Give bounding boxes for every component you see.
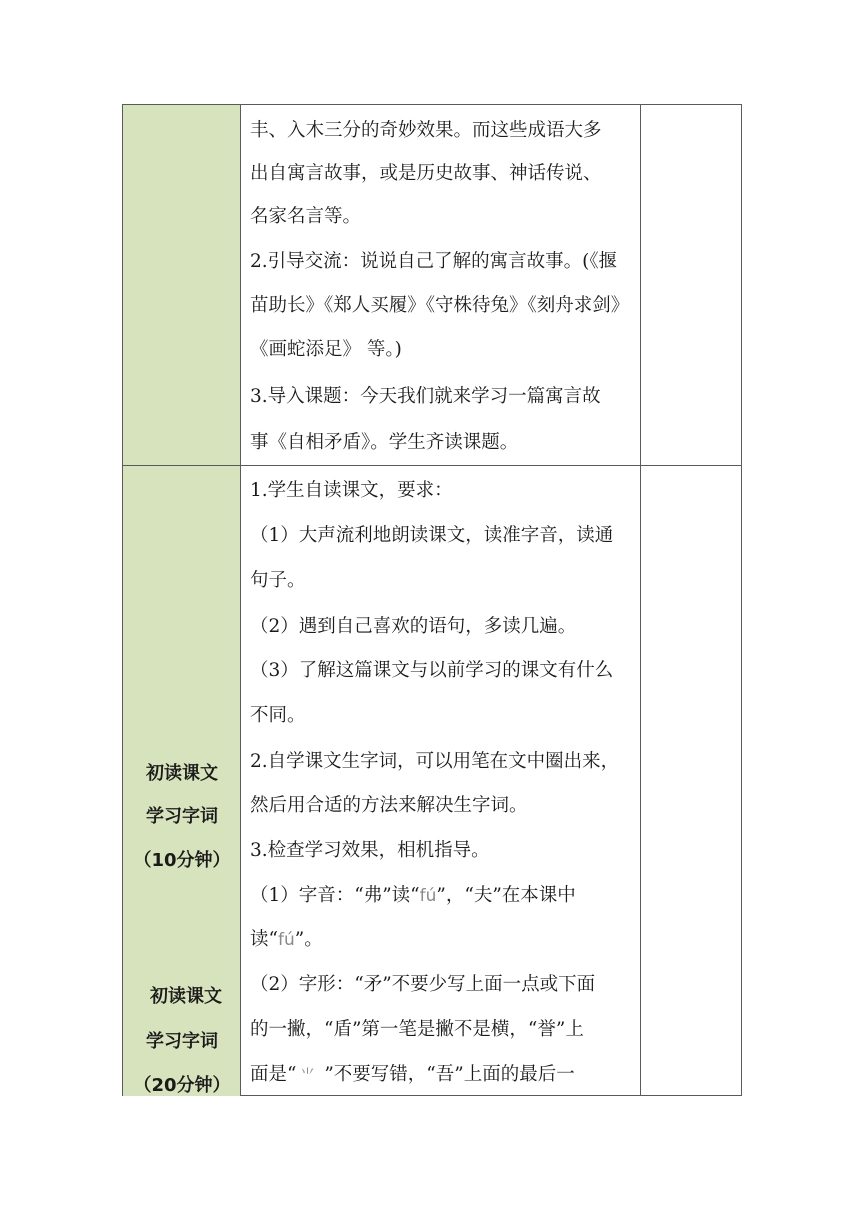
pinyin-text: fú [419,886,437,906]
stage-label-cell [123,105,241,465]
text-segment: （1）字音：“弗”读“ [250,885,420,906]
activity-cell [241,466,641,1096]
table-row [123,105,741,466]
pronunciation-line [250,884,576,908]
text-line: 3.检查学习效果，相机指导。 [250,840,490,861]
radical-glyph: ⺌ [299,1066,315,1084]
text-line: 2.自学课文生字词，可以用笔在文中圈出来， [250,751,620,772]
text-line: 3.导入课题：今天我们就来学习一篇寓言故 [250,386,601,407]
text-line: 句子。 [250,570,306,591]
text-line: 丰、入木三分的奇妙效果。而这些成语大多 [250,120,602,141]
text-line: （2）遇到自己喜欢的语句，多读几遍。 [250,616,577,637]
table-row [123,466,741,1096]
stage-duration: （10分钟） [133,850,231,871]
glyph-line [250,1063,575,1087]
text-line: 名家名言等。 [250,206,362,227]
stage-label-cell [123,466,241,1096]
stage-duration: （20分钟） [133,1075,231,1096]
notes-cell [641,105,741,465]
text-line: 出自寓言故事，或是历史故事、神话传说、 [250,163,602,184]
stage-label: 学习字词 [146,806,218,827]
pronunciation-line [250,928,323,952]
stage-label: 学习字词 [146,1031,218,1052]
activity-cell [241,105,641,465]
text-line: 不同。 [250,705,306,726]
text-line: 2.引导交流：说说自己了解的寓言故事。(《揠 [250,251,618,272]
text-line: 《画蛇添足》 等。) [250,339,402,360]
text-line: 1.学生自读课文，要求： [250,480,453,501]
pinyin-text: fú [277,930,295,950]
text-line: （1）大声流利地朗读课文，读准字音，读通 [250,525,614,546]
text-segment: ”，“夫”在本课中 [436,885,576,906]
lesson-plan-table [122,104,742,1096]
text-segment: ”不要写错，“吾”上面的最后一 [318,1064,575,1085]
text-segment: ”。 [294,929,323,950]
text-line: 苗助长》《郑人买履》《守株待兔》《刻舟求剑》 [250,295,630,316]
text-segment: 面是“ [250,1064,297,1085]
notes-cell [641,466,741,1096]
text-segment: 读“ [250,929,278,950]
text-line: 事《自相矛盾》。学生齐读课题。 [250,432,519,453]
stage-label: 初读课文 [146,763,218,784]
stage-label: 初读课文 [150,986,222,1007]
text-line: 然后用合适的方法来解决生字词。 [250,795,528,816]
text-line: 的一撇，“盾”第一笔是撇不是横，“誉”上 [250,1019,584,1040]
text-line: （2）字形：“矛”不要少写上面一点或下面 [250,974,596,995]
text-line: （3）了解这篇课文与以前学习的课文有什么 [250,660,614,681]
